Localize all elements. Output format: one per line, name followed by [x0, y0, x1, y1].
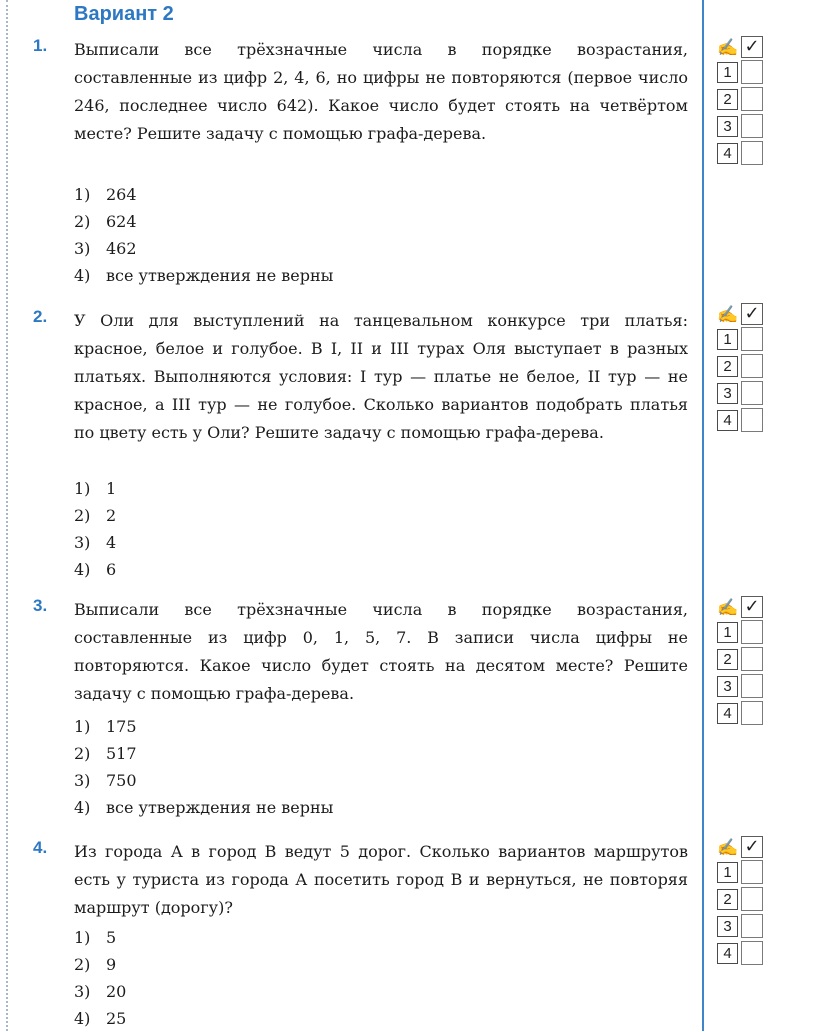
task-number: 1. [33, 36, 48, 55]
answer-option: 4) 25 [74, 1009, 127, 1028]
task-text: У Оли для выступлений на танцевальном конкурсе три платья: красное, белое и голубое. В I, II и III турах Оля выступает в разных платьях. Выполняются условия: I тур — платье не белое, II тур — не красное, а III тур — не голубое. Сколько вариантов подобрать платья по цвету есть у Оли? Решите задачу с помощью графа-дерева. [74, 311, 688, 442]
answer-checkbox[interactable] [741, 887, 763, 911]
answer-options [74, 475, 116, 583]
answer-checkbox[interactable] [741, 701, 763, 725]
answer-boxes-task-1 [717, 36, 773, 168]
answer-option: 4) 6 [74, 560, 117, 579]
answer-option: 2) 9 [74, 955, 117, 974]
answer-checkbox[interactable] [741, 674, 763, 698]
answer-option: 3) 750 [74, 771, 137, 790]
check-icon: ✓ [741, 596, 763, 618]
variant-title: Вариант 2 [74, 3, 174, 25]
answer-option: 1) 5 [74, 928, 117, 947]
answer-number: 4 [717, 143, 738, 164]
answer-boxes-task-2 [717, 303, 773, 435]
answer-checkbox[interactable] [741, 60, 763, 84]
answer-checkbox[interactable] [741, 647, 763, 671]
answer-checkbox[interactable] [741, 327, 763, 351]
answer-option: 3) 4 [74, 533, 117, 552]
task-number: 3. [33, 596, 48, 615]
answer-checkbox[interactable] [741, 620, 763, 644]
answer-number: 1 [717, 62, 738, 83]
answer-option: 1) 1 [74, 479, 117, 498]
pen-icon: ✍ [717, 838, 739, 858]
answer-option: 2) 2 [74, 506, 117, 525]
answer-checkbox[interactable] [741, 87, 763, 111]
answer-number: 1 [717, 862, 738, 883]
task-text: Из города А в город В ведут 5 дорог. Сколько вариантов маршрутов есть у туриста из города А посетить город В и вернуться, не повторяя маршрут (дорогу)? [74, 842, 688, 917]
pen-icon: ✍ [717, 598, 739, 618]
answer-option: 1) 264 [74, 185, 137, 204]
answer-options [74, 713, 333, 821]
answer-checkbox[interactable] [741, 354, 763, 378]
answer-checkbox[interactable] [741, 914, 763, 938]
left-dotted-margin [6, 0, 8, 1031]
answer-options [74, 181, 333, 289]
answer-number: 3 [717, 916, 738, 937]
answer-number: 4 [717, 410, 738, 431]
answer-column-divider [702, 0, 704, 1031]
pen-icon: ✍ [717, 305, 739, 325]
answer-number: 1 [717, 622, 738, 643]
answer-number: 3 [717, 116, 738, 137]
answer-number: 2 [717, 649, 738, 670]
answer-number: 2 [717, 889, 738, 910]
check-icon: ✓ [741, 303, 763, 325]
answer-number: 2 [717, 356, 738, 377]
answer-option: 3) 20 [74, 982, 127, 1001]
answer-option: 1) 175 [74, 717, 137, 736]
answer-number: 3 [717, 383, 738, 404]
answer-number: 3 [717, 676, 738, 697]
pen-icon: ✍ [717, 38, 739, 58]
answer-number: 4 [717, 943, 738, 964]
answer-boxes-task-3 [717, 596, 773, 728]
task-text: Выписали все трёхзначные числа в порядке возрастания, составленные из цифр 0, 1, 5, 7. В записи числа цифры не повторяются. Какое число будет стоять на десятом месте? Решите задачу с помощью графа-дерева. [74, 600, 688, 703]
answer-boxes-task-4 [717, 836, 773, 968]
answer-option: 3) 462 [74, 239, 137, 258]
answer-option: 2) 624 [74, 212, 137, 231]
answer-checkbox[interactable] [741, 408, 763, 432]
answer-checkbox[interactable] [741, 860, 763, 884]
check-icon: ✓ [741, 36, 763, 58]
answer-checkbox[interactable] [741, 141, 763, 165]
answer-number: 4 [717, 703, 738, 724]
answer-number: 2 [717, 89, 738, 110]
answer-options [74, 924, 126, 1032]
answer-option: 4) все утверждения не верны [74, 266, 334, 285]
task-number: 2. [33, 307, 48, 326]
check-icon: ✓ [741, 836, 763, 858]
answer-checkbox[interactable] [741, 941, 763, 965]
answer-option: 4) все утверждения не верны [74, 798, 334, 817]
answer-checkbox[interactable] [741, 381, 763, 405]
task-number: 4. [33, 838, 48, 857]
answer-checkbox[interactable] [741, 114, 763, 138]
answer-option: 2) 517 [74, 744, 137, 763]
answer-number: 1 [717, 329, 738, 350]
task-text: Выписали все трёхзначные числа в порядке возрастания, составленные из цифр 2, 4, 6, но цифры не повторяются (первое число 246, последнее число 642). Какое число будет стоять на четвёртом месте? Решите задачу с помощью графа-дерева. [74, 40, 688, 143]
